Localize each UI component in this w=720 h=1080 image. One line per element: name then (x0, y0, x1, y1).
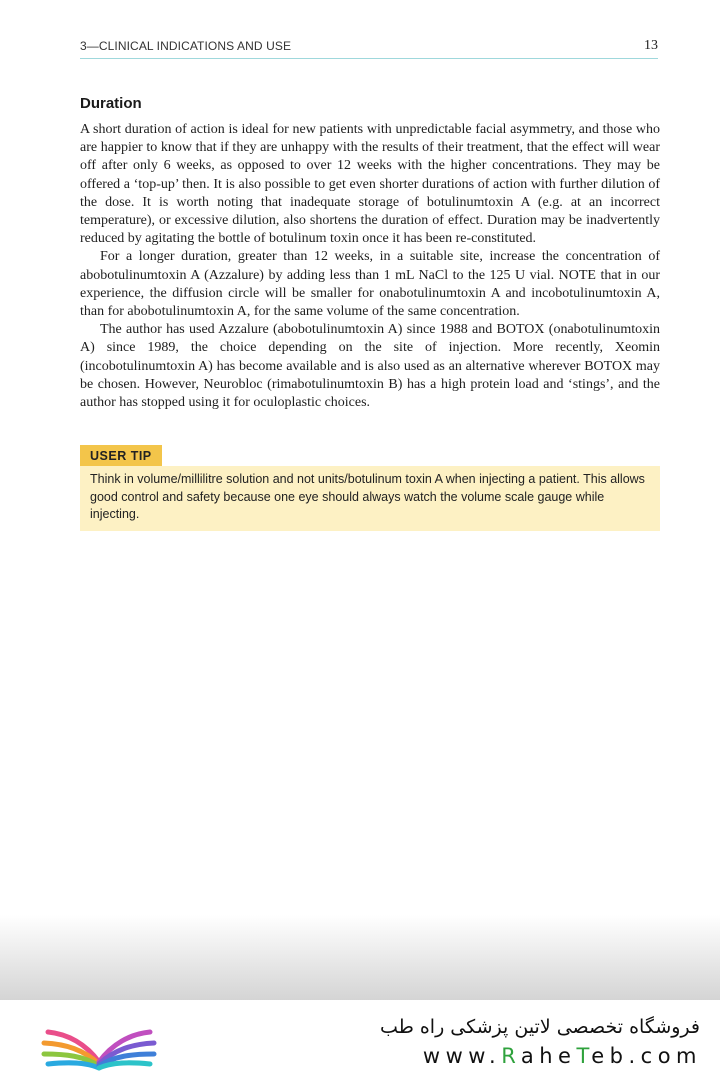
user-tip-box (80, 445, 660, 531)
url-ahe: ahe (520, 1044, 577, 1068)
shop-banner (0, 1000, 720, 1080)
chapter-title: 3—CLINICAL INDICATIONS AND USE (80, 39, 292, 53)
url-suffix: eb.com (591, 1044, 702, 1068)
open-book-logo-icon (38, 1010, 160, 1072)
paragraph-1: A short duration of action is ideal for new patients with unpredictable facial asymmetry, and those who are happier to know that if they are unhappy with the results of their treatment, that the effect will wear off after only 6 weeks, as opposed to over 12 weeks with the higher concentrations. They may be offered a ‘top-up’ then. It is also possible to get even shorter durations of action with further dilution of the dose. It is worth noting that inadequate storage of botulinumtoxin A (e.g. at an incorrect temperature), or excessive dilution, also shortens the duration of effect. Duration may be inadvertently reduced by agitating the bottle of botulinum toxin once it has been re-constituted. (80, 122, 660, 247)
running-head (80, 38, 658, 59)
url-t: T (576, 1044, 592, 1068)
page-number: 13 (644, 38, 658, 53)
user-tip-text: Think in volume/millilitre solution and not units/botulinum toxin A when injecting a patient. This allows good control and safety because one eye should always watch the volume scale gauge while injecting. (80, 466, 660, 531)
page-shadow (0, 915, 720, 1000)
user-tip-label: USER TIP (80, 445, 162, 466)
url-r: R (501, 1044, 521, 1068)
paragraph-2: For a longer duration, greater than 12 weeks, in a suitable site, increase the concentration of abobotulinumtoxin A (Azzalure) by adding less than 1 mL NaCl to the 125 U vial. NOTE that in our experience, the diffusion circle will be smaller for onabotulinumtoxin A and incobotulinumtoxin A, than for abobotulinumtoxin A, for the same volume of the same concentration. (80, 249, 660, 320)
body-text (80, 121, 660, 412)
section-heading: Duration (80, 95, 142, 112)
site-url (423, 1044, 702, 1068)
paragraph-3: The author has used Azzalure (abobotulinumtoxin A) since 1988 and BOTOX (onabotulinumtoxin A) since 1989, the choice depending on the site of injection. More recently, Xeomin (incobotulinumtoxin A) has become available and is also used as an alternative wherever BOTOX may be chosen. However, Neurobloc (rimabotulinumtoxin B) has a high protein load and ‘stings’, and the author has stopped using it for oculoplastic choices. (80, 322, 660, 411)
url-prefix: www. (422, 1044, 502, 1068)
shop-name: فروشگاه تخصصی لاتین پزشکی راه طب (380, 1016, 700, 1038)
